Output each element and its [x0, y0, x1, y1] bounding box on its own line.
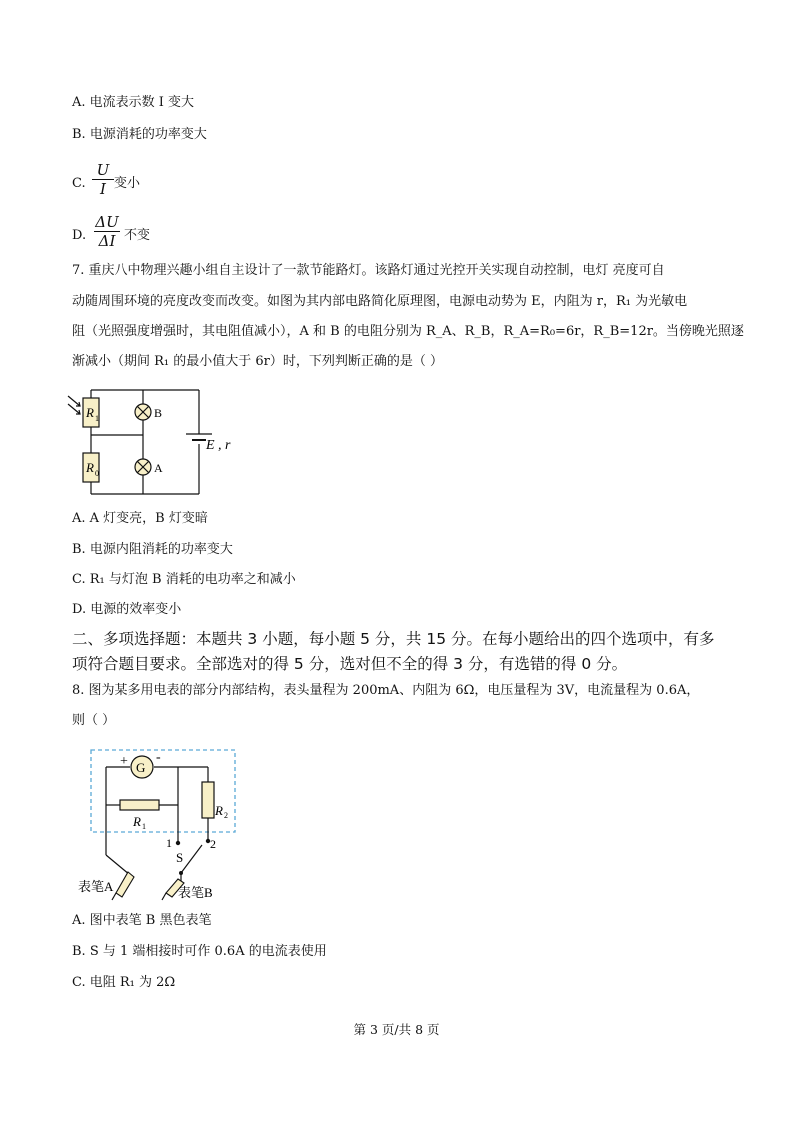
source-label: E , r	[206, 438, 231, 453]
q6-option-c-tail: 变小	[114, 176, 141, 191]
r0-label: R	[86, 460, 94, 475]
fraction-denominator: I	[100, 180, 106, 198]
q7-circuit-diagram	[60, 382, 250, 504]
q8-stem-line-2: 则（ ）	[72, 713, 116, 728]
r1-label: R	[133, 814, 141, 829]
probe-a-icon	[112, 872, 134, 900]
terminal-2-label: 2	[210, 837, 216, 851]
q6-option-d-label: D.	[72, 228, 87, 243]
q6-option-b: B. 电源消耗的功率变大	[72, 127, 207, 142]
lamp-b-icon	[135, 404, 151, 420]
q6-option-d-fraction	[94, 214, 120, 249]
switch-pivot	[179, 871, 183, 875]
fraction-numerator: U	[96, 161, 110, 179]
q8-option-b: B. S 与 1 端相接时可作 0.6A 的电流表使用	[72, 944, 327, 959]
q7-stem-line-2: 动随周围环境的亮度改变而改变。如图为其内部电路简化原理图，电源电动势为 E，内阻为 r，R₁ 为光敏电	[72, 294, 688, 309]
page-footer: 第 3 页/共 8 页	[353, 1022, 440, 1037]
q8-option-c: C. 电阻 R₁ 为 2Ω	[72, 975, 176, 990]
lamp-a-label: A	[154, 461, 163, 475]
r1-subscript: 1	[142, 822, 146, 831]
fraction-numerator: ΔU	[95, 213, 119, 231]
q8-stem-line-1: 8. 图为某多用电表的部分内部结构，表头量程为 200mA、内阻为 6Ω，电压量程为 3V，电流量程为 0.6A，	[72, 683, 700, 698]
q6-option-c-fraction	[92, 162, 114, 197]
q7-option-b: B. 电源内阻消耗的功率变大	[72, 542, 233, 557]
switch-label: S	[176, 850, 184, 865]
q7-option-d: D. 电源的效率变小	[72, 602, 182, 617]
r1-resistor	[120, 800, 159, 810]
q8-option-a: A. 图中表笔 B 黑色表笔	[72, 913, 212, 928]
r2-resistor	[202, 782, 214, 818]
q7-option-c: C. R₁ 与灯泡 B 消耗的电功率之和减小	[72, 572, 296, 587]
q6-option-d-tail: 不变	[124, 228, 151, 243]
probe-b-label: 表笔B	[178, 885, 213, 900]
r2-subscript: 2	[224, 811, 228, 820]
minus-sign: -	[156, 750, 161, 765]
r1-label: R	[86, 405, 94, 420]
fraction-denominator: ΔI	[98, 232, 116, 250]
galvanometer-label: G	[136, 760, 146, 775]
q6-option-c-label: C.	[72, 176, 86, 191]
galvanometer-icon	[131, 756, 153, 778]
terminal-1-label: 1	[166, 836, 172, 850]
q8-circuit-diagram	[78, 745, 240, 903]
lamp-a-icon	[135, 459, 151, 475]
r1-subscript: 1	[95, 414, 99, 423]
r2-label: R	[215, 803, 223, 818]
q7-stem-line-4: 渐减小（期间 R₁ 的最小值大于 6r）时，下列判断正确的是（ ）	[72, 354, 444, 369]
q7-stem-line-3: 阻（光照强度增强时，其电阻值减小），A 和 B 的电阻分别为 R_A、R_B，R_A=R₀=6r，R_B=12r。当傍晚光照逐	[72, 324, 744, 339]
q7-option-a: A. A 灯变亮，B 灯变暗	[72, 511, 208, 526]
plus-sign: +	[120, 754, 128, 769]
probe-a-label: 表笔A	[78, 879, 114, 894]
lamp-b-label: B	[154, 406, 163, 420]
q7-stem-line-1: 7. 重庆八中物理兴趣小组自主设计了一款节能路灯。该路灯通过光控开关实现自动控制，电灯 亮度可自	[72, 263, 665, 278]
contact-1	[176, 841, 180, 845]
section-2-heading-line-2: 项符合题目要求。全部选对的得 5 分，选对但不全的得 3 分，有选错的得 0 分。	[72, 655, 628, 673]
r0-subscript: 0	[95, 469, 99, 478]
q6-option-a: A. 电流表示数 I 变大	[72, 95, 195, 110]
section-2-heading-line-1: 二、多项选择题：本题共 3 小题，每小题 5 分，共 15 分。在每小题给出的四个选项中，有多	[72, 630, 715, 648]
